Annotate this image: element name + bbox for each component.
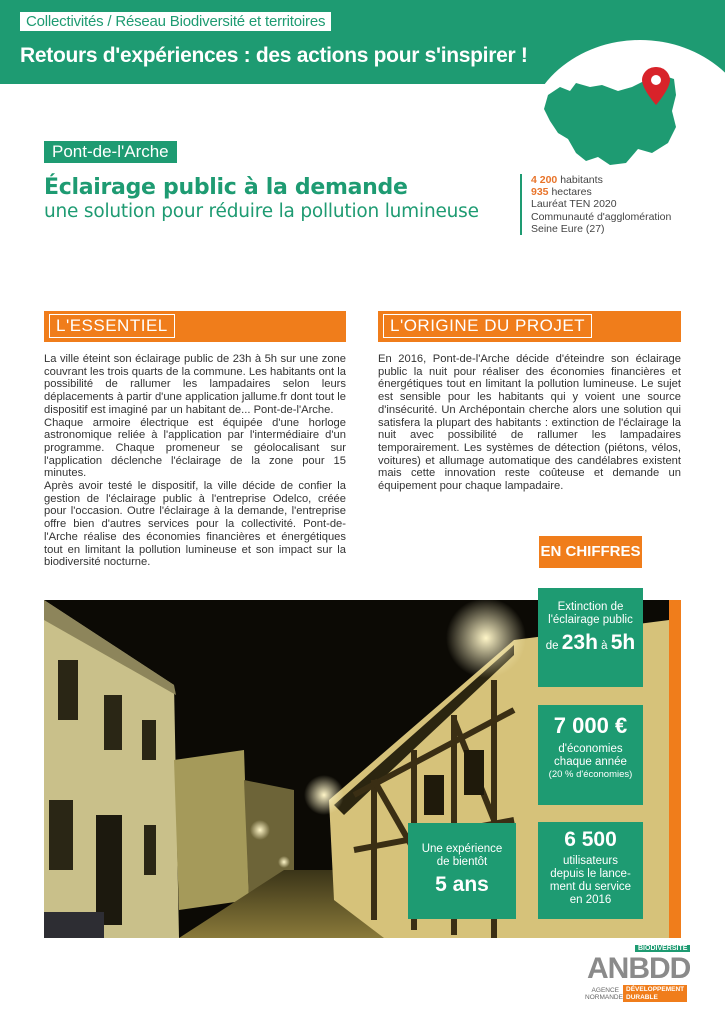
normandy-map xyxy=(540,65,690,175)
chiffres-heading: EN CHIFFRES xyxy=(539,536,642,568)
stat-users: 6 500 utilisateurs depuis le lance- ment du service en 2016 xyxy=(538,822,643,919)
stat-savings: 7 000 € d'économies chaque année (20 % d'économies) xyxy=(538,705,643,805)
anbdd-logo: BIODIVERSITÉ ANBDD AGENCE NORMANDE DÉVELOPPEMENT DURABLE xyxy=(585,945,691,1001)
key-facts xyxy=(520,174,671,235)
category-tag: Collectivités / Réseau Biodiversité et territoires xyxy=(20,12,331,31)
origine-text xyxy=(378,353,681,493)
page-title: Éclairage public à la demande xyxy=(44,175,408,200)
origine-heading: L'ORIGINE DU PROJET xyxy=(378,311,681,342)
page-subtitle: une solution pour réduire la pollution lumineuse xyxy=(44,201,479,222)
fact-community: Communauté d'agglomération xyxy=(531,210,672,223)
logo-letters: ANBDD xyxy=(587,952,691,985)
city-tag: Pont-de-l'Arche xyxy=(44,141,177,163)
essentiel-heading: L'ESSENTIEL xyxy=(44,311,346,342)
essentiel-paragraph: Après avoir testé le dispositif, la ville décide de confier la gestion de l'éclairage public à l'entreprise Odelco, créée pour l'occasion. Outre l'éclairage à la demande, l'entreprise offre bien d'autres services pour la collectivité. Pont-de-l'Arche réalise des économies financières et énergétiques tout en limitant la pollution lumineuse et son impact sur la biodiversité nocturne. xyxy=(44,480,346,569)
fact-inhabitants: 4 200 habitants xyxy=(531,174,603,186)
essentiel-paragraph: Chaque armoire électrique est équipée d'une horloge astronomique reliée à l'application par l'intermédiaire d'un programme. Chaque promeneur se géolocalisant sur l'application déclenche l'éclairage de la zone pour 15 minutes. xyxy=(44,416,346,480)
fact-laureate: Lauréat TEN 2020 xyxy=(531,198,617,211)
stat-extinction: Extinction de l'éclairage public de 23h à 5h xyxy=(538,588,643,687)
page-headline: Retours d'expériences : des actions pour s'inspirer ! xyxy=(20,44,528,67)
essentiel-paragraph: La ville éteint son éclairage public de 23h à 5h sur une zone couvrant les trois quarts de la commune. Les habitants ont la possibilité de rallumer les lampadaires selon leurs déplacements à partir d'une application jallume.fr dont tout le dispositif est imaginé par un habitant de... Pont-de-l'Arche. xyxy=(44,353,346,416)
essentiel-text xyxy=(44,353,346,569)
photo-side-rule xyxy=(669,600,681,938)
fact-region: Seine Eure (27) xyxy=(531,222,605,235)
fact-area: 935 hectares xyxy=(531,186,592,199)
stat-experience: Une expérience de bientôt 5 ans xyxy=(408,823,516,919)
origine-paragraph: En 2016, Pont-de-l'Arche décide d'éteindre son éclairage public la nuit pour réaliser des économies financières et énergétiques tout en limitant la pollution lumineuse. Le sujet est sensible pour les habitants qui y voient une source d'insécurité. Un Archépontain cherche alors une solution qui satisfera la plupart des habitants : extinction de l'éclairage la nuit avec possibilité de rallumer les lampadaires temporairement. Les systèmes de détection (piétons, vélos, voitures) et allumage automatique des candélabres existent mais cette innovation reste coûteuse et demande un équipement pour chaque lampadaire. xyxy=(378,353,681,493)
